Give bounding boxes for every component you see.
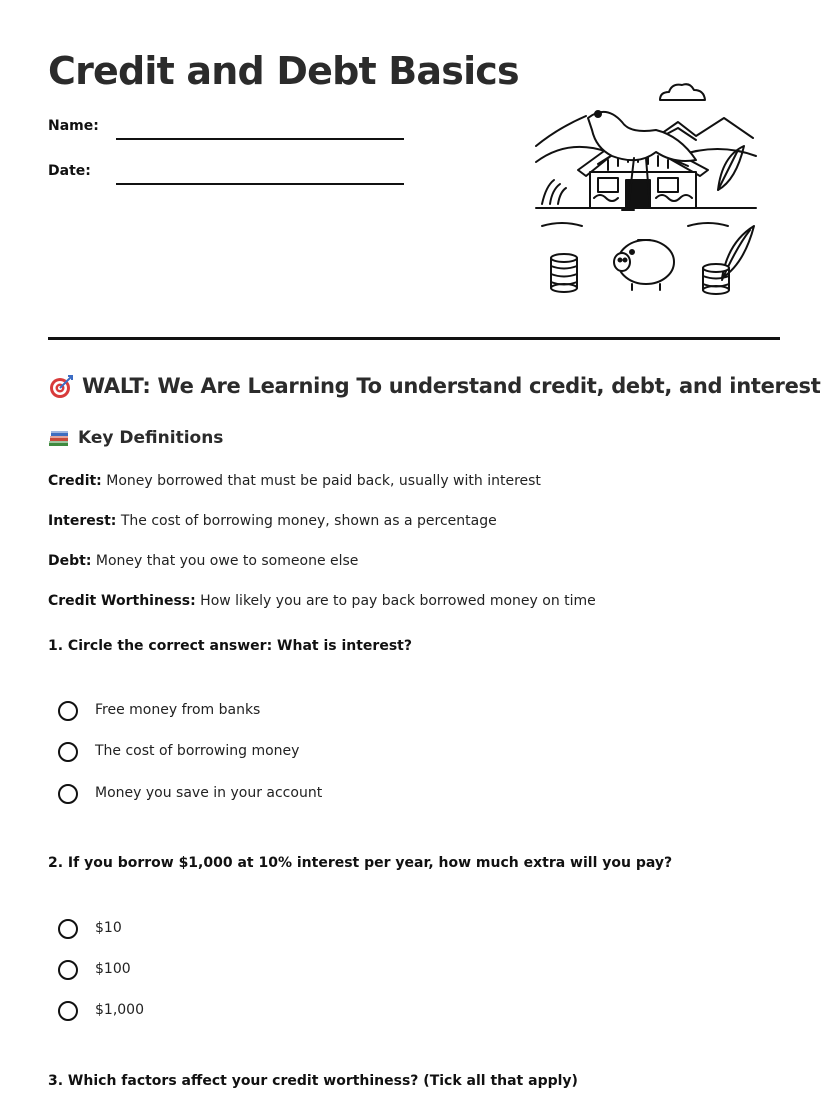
definition-text: Money borrowed that must be paid back, usually with interest — [101, 473, 541, 489]
name-field[interactable] — [48, 116, 408, 142]
key-definitions-heading — [48, 428, 223, 448]
option-label: Money you save in your account — [95, 785, 323, 801]
definition-term: Credit: — [48, 473, 102, 489]
definition-term: Interest: — [48, 513, 117, 529]
key-definitions-text: Key Definitions — [78, 428, 224, 448]
definition-interest — [48, 513, 497, 529]
worksheet-title: Credit and Debt Basics — [48, 49, 519, 93]
definition-term: Credit Worthiness: — [48, 593, 196, 609]
books-icon — [48, 428, 70, 448]
question-1-prompt: 1. Circle the correct answer: What is interest? — [48, 638, 412, 654]
kiwi-bird-house-illustration — [528, 80, 760, 298]
question-2-prompt: 2. If you borrow $1,000 at 10% interest per year, how much extra will you pay? — [48, 855, 673, 871]
option-label: $1,000 — [95, 1002, 144, 1018]
piggy-bank-icon — [614, 240, 674, 290]
definition-credit — [48, 473, 541, 489]
option-label: $100 — [95, 961, 131, 977]
question-3-prompt: 3. Which factors affect your credit worthiness? (Tick all that apply) — [48, 1073, 578, 1089]
definition-term: Debt: — [48, 553, 92, 569]
radio-circle[interactable] — [58, 960, 78, 980]
radio-circle[interactable] — [58, 919, 78, 939]
option-label: $10 — [95, 920, 122, 936]
coin-stack-right-icon — [703, 264, 729, 294]
date-line[interactable] — [116, 183, 404, 185]
walt-heading — [48, 374, 820, 400]
cloud-icon — [660, 84, 705, 100]
definition-credit-worthiness — [48, 593, 596, 609]
definition-text: How likely you are to pay back borrowed money on time — [195, 593, 596, 609]
radio-circle[interactable] — [58, 784, 78, 804]
radio-circle[interactable] — [58, 701, 78, 721]
option-label: Free money from banks — [95, 702, 261, 718]
section-divider — [48, 337, 780, 340]
walt-text: WALT: We Are Learning To understand credit, debt, and interest — [82, 374, 821, 398]
definition-text: The cost of borrowing money, shown as a percentage — [116, 513, 497, 529]
definition-text: Money that you owe to someone else — [91, 553, 359, 569]
fern-icon — [718, 146, 754, 280]
date-field[interactable] — [48, 161, 408, 187]
radio-circle[interactable] — [58, 1001, 78, 1021]
name-label: Name: — [48, 118, 99, 134]
coin-stack-left-icon — [551, 254, 577, 292]
name-line[interactable] — [116, 138, 404, 140]
target-icon — [48, 374, 74, 400]
radio-circle[interactable] — [58, 742, 78, 762]
definition-debt — [48, 553, 358, 569]
option-label: The cost of borrowing money — [95, 743, 300, 759]
date-label: Date: — [48, 163, 91, 179]
